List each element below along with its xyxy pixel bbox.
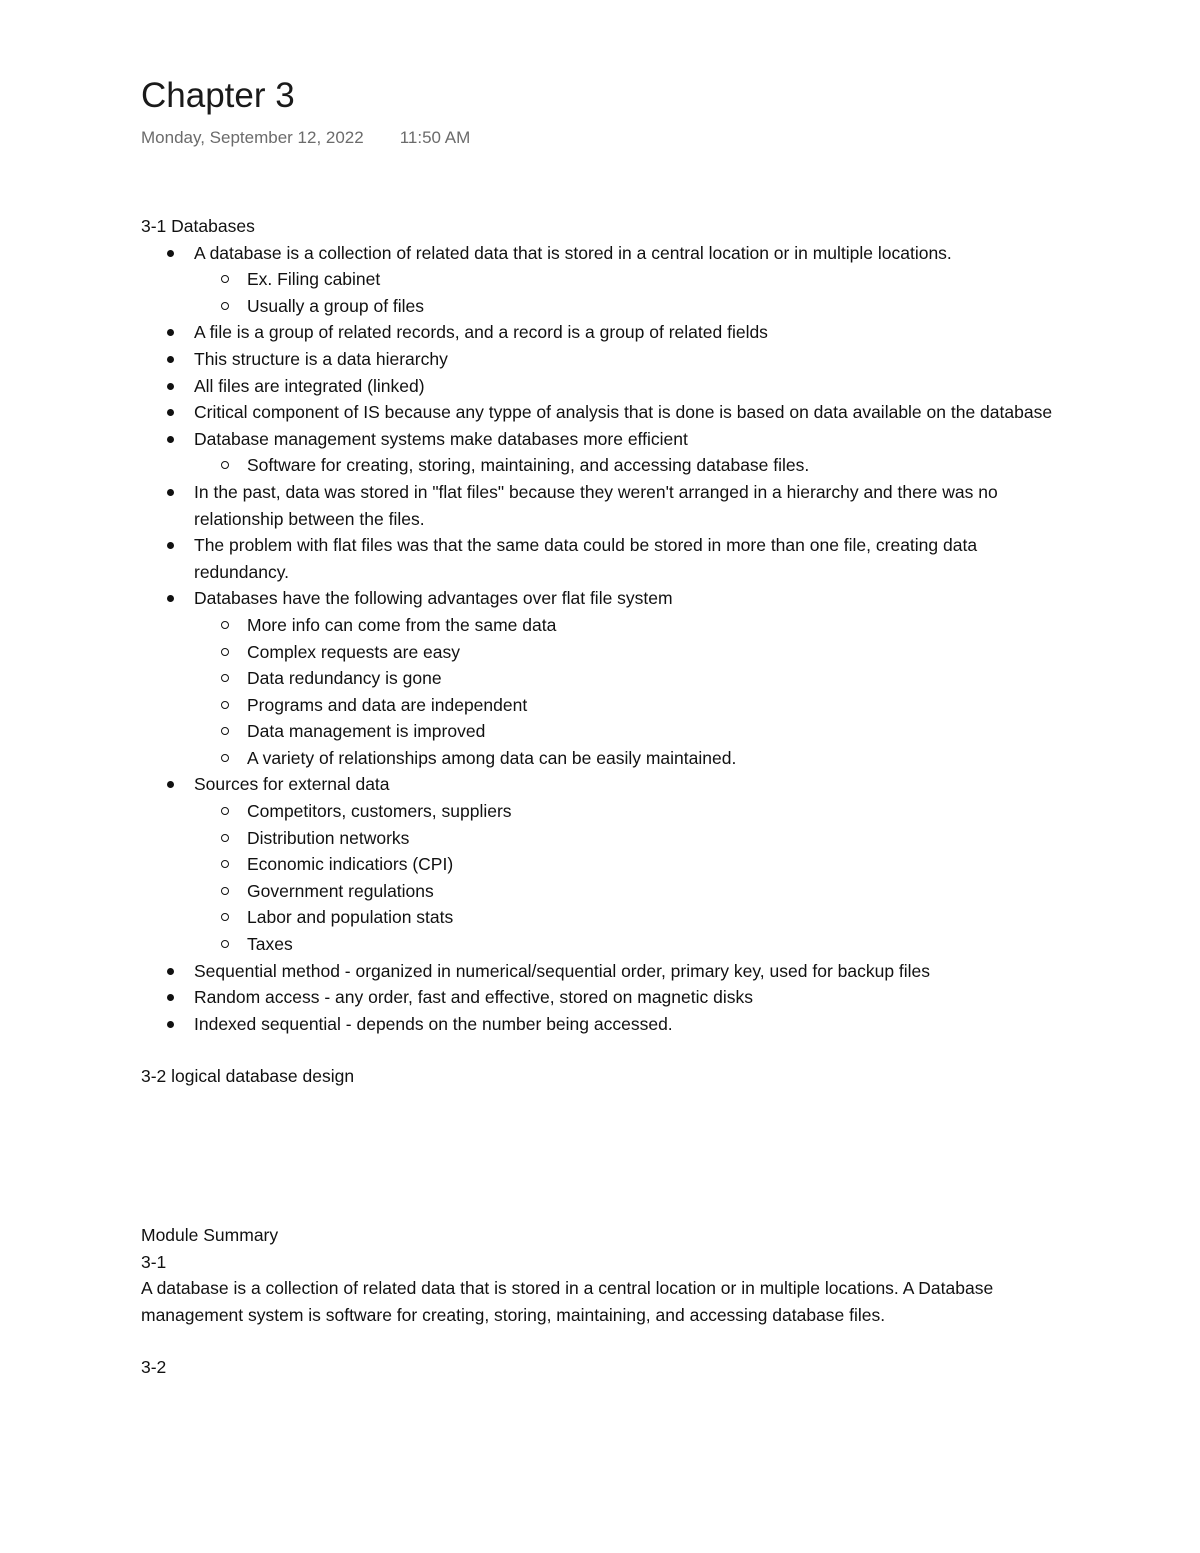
sub-list-item-text: Ex. Filing cabinet bbox=[247, 269, 381, 290]
sub-list bbox=[194, 612, 1071, 772]
hollow-bullet-icon bbox=[221, 807, 229, 815]
sub-list-item bbox=[247, 639, 1071, 666]
list-item-text: Random access - any order, fast and effective, stored on magnetic disks bbox=[194, 987, 753, 1008]
sub-list bbox=[194, 798, 1071, 958]
sub-list-item bbox=[247, 293, 1071, 320]
list-item bbox=[194, 958, 1071, 985]
hollow-bullet-icon bbox=[221, 275, 229, 283]
list-item bbox=[194, 479, 1071, 532]
bullet-dot-icon bbox=[167, 968, 174, 975]
page-time: 11:50 AM bbox=[399, 128, 471, 147]
sub-list-item bbox=[247, 266, 1071, 293]
bullet-dot-icon bbox=[167, 595, 174, 602]
sub-list-item bbox=[247, 452, 1071, 479]
sub-list-item-text: Usually a group of files bbox=[247, 295, 425, 316]
sub-list-item-text: Distribution networks bbox=[247, 827, 410, 848]
sub-list bbox=[194, 452, 1071, 479]
sub-list-item-text: Data management is improved bbox=[247, 721, 486, 742]
section-heading-3-2: 3-2 logical database design bbox=[141, 1066, 355, 1087]
bullet-dot-icon bbox=[167, 409, 174, 416]
sub-list-item-text: Labor and population stats bbox=[247, 907, 454, 928]
list-item-text: Indexed sequential - depends on the number being accessed. bbox=[194, 1013, 673, 1034]
hollow-bullet-icon bbox=[221, 913, 229, 921]
bullet-dot-icon bbox=[167, 329, 174, 336]
list-item bbox=[194, 1011, 1071, 1038]
sub-list-item bbox=[247, 851, 1071, 878]
list-item bbox=[194, 346, 1071, 373]
hollow-bullet-icon bbox=[221, 302, 229, 310]
list-item-text: In the past, data was stored in "flat files" because they weren't arranged in a hierarchy and there was no relationship between the files. bbox=[194, 481, 998, 529]
bullet-dot-icon bbox=[167, 383, 174, 390]
list-item bbox=[194, 319, 1071, 346]
list-item-text: Databases have the following advantages over flat file system bbox=[194, 588, 673, 609]
list-item-text: Database management systems make databases more efficient bbox=[194, 428, 688, 449]
section-heading-3-1: 3-1 Databases bbox=[141, 216, 255, 236]
list-item bbox=[194, 240, 1071, 320]
bullet-dot-icon bbox=[167, 1021, 174, 1028]
list-item-text: All files are integrated (linked) bbox=[194, 375, 425, 396]
bullet-dot-icon bbox=[167, 250, 174, 257]
summary-subheading-3-1: 3-1 bbox=[141, 1251, 167, 1272]
hollow-bullet-icon bbox=[221, 940, 229, 948]
hollow-bullet-icon bbox=[221, 727, 229, 735]
sub-list-item bbox=[247, 612, 1071, 639]
summary-heading: Module Summary bbox=[141, 1225, 279, 1245]
sub-list-item-text: Government regulations bbox=[247, 880, 434, 901]
bullet-list-3-1 bbox=[141, 240, 1071, 1038]
summary-subheading-3-2: 3-2 bbox=[141, 1357, 167, 1378]
sub-list-item-text: Complex requests are easy bbox=[247, 641, 461, 662]
hollow-bullet-icon bbox=[221, 674, 229, 682]
sub-list-item bbox=[247, 878, 1071, 905]
list-item-text: Sequential method - organized in numerical/sequential order, primary key, used for backup files bbox=[194, 960, 931, 981]
sub-list-item-text: Software for creating, storing, maintaining, and accessing database files. bbox=[247, 455, 810, 476]
list-item bbox=[194, 585, 1071, 771]
sub-list-item-text: A variety of relationships among data can be easily maintained. bbox=[247, 747, 737, 768]
hollow-bullet-icon bbox=[221, 860, 229, 868]
hollow-bullet-icon bbox=[221, 834, 229, 842]
bullet-dot-icon bbox=[167, 994, 174, 1001]
hollow-bullet-icon bbox=[221, 754, 229, 762]
bullet-dot-icon bbox=[167, 781, 174, 788]
hollow-bullet-icon bbox=[221, 701, 229, 709]
sub-list-item bbox=[247, 745, 1071, 772]
sub-list-item-text: Data redundancy is gone bbox=[247, 668, 442, 689]
sub-list-item bbox=[247, 718, 1071, 745]
note-body bbox=[141, 213, 1071, 1381]
list-item-text: A database is a collection of related data that is stored in a central location or in multiple locations. bbox=[194, 242, 952, 263]
bullet-dot-icon bbox=[167, 489, 174, 496]
list-item-text: Critical component of IS because any typpe of analysis that is done is based on data available on the database bbox=[194, 402, 1053, 423]
sub-list-item bbox=[247, 692, 1071, 719]
bullet-dot-icon bbox=[167, 436, 174, 443]
list-item bbox=[194, 426, 1071, 479]
sub-list-item bbox=[247, 825, 1071, 852]
list-item bbox=[194, 373, 1071, 400]
hollow-bullet-icon bbox=[221, 621, 229, 629]
list-item bbox=[194, 771, 1071, 957]
hollow-bullet-icon bbox=[221, 887, 229, 895]
list-item-text: This structure is a data hierarchy bbox=[194, 348, 448, 369]
sub-list-item bbox=[247, 904, 1071, 931]
sub-list-item-text: Economic indicatiors (CPI) bbox=[247, 854, 454, 875]
list-item-text: A file is a group of related records, and a record is a group of related fields bbox=[194, 322, 768, 343]
summary-paragraph-3-1: A database is a collection of related data that is stored in a central location or in multiple locations. A Database management system is software for creating, storing, maintaining, and accessing database files. bbox=[141, 1278, 994, 1325]
sub-list bbox=[194, 266, 1071, 319]
page-title: Chapter 3 bbox=[141, 76, 295, 115]
list-item-text: Sources for external data bbox=[194, 774, 390, 795]
page-date: Monday, September 12, 2022 bbox=[141, 128, 364, 147]
list-item bbox=[194, 984, 1071, 1011]
list-item-text: The problem with flat files was that the same data could be stored in more than one file, creating data redundancy. bbox=[194, 535, 978, 582]
hollow-bullet-icon bbox=[221, 461, 229, 469]
sub-list-item-text: Competitors, customers, suppliers bbox=[247, 801, 512, 822]
sub-list-item-text: More info can come from the same data bbox=[247, 614, 557, 635]
page-meta bbox=[141, 126, 470, 150]
sub-list-item bbox=[247, 798, 1071, 825]
sub-list-item bbox=[247, 665, 1071, 692]
sub-list-item-text: Taxes bbox=[247, 934, 293, 955]
sub-list-item bbox=[247, 931, 1071, 958]
bullet-dot-icon bbox=[167, 542, 174, 549]
list-item bbox=[194, 532, 1071, 585]
list-item bbox=[194, 399, 1071, 426]
bullet-dot-icon bbox=[167, 356, 174, 363]
sub-list-item-text: Programs and data are independent bbox=[247, 694, 528, 715]
hollow-bullet-icon bbox=[221, 648, 229, 656]
